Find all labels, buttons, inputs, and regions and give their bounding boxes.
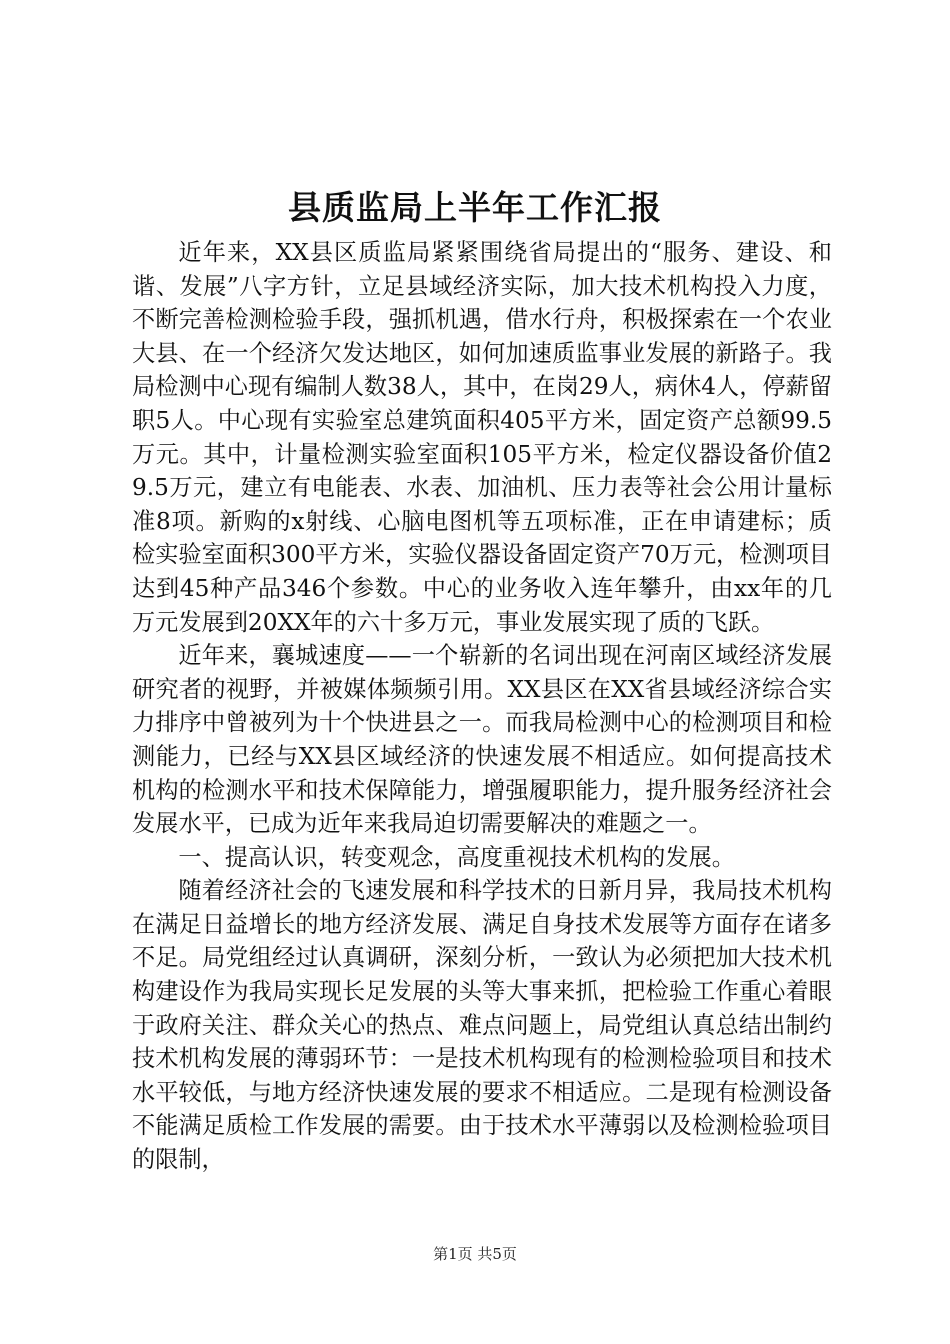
section-heading-1: 一、提高认识，转变观念，高度重视技术机构的发展。 [178,843,735,871]
paragraph-1: 近年来，XX县区质监局紧紧围绕省局提出的“服务、建设、和谐、发展”八字方针，立足县域经济实际，加大技术机构投入力度，不断完善检测检验手段，强抓机遇，借水行舟，积极探索在一个农业大县、在一个经济欠发达地区，如何加速质监事业发展的新路子。我局检测中心现有编制人数38人，其中，在岗29人，病休4人，停薪留职5人。中心现有实验室总建筑面积405平方米，固定资产总额99.5万元。其中，计量检测实验室面积105平方米，检定仪器设备价值29.5万元，建立有电能表、水表、加油机、压力表等社会公用计量标准8项。新购的x射线、心脑电图机等五项标准，正在申请建标；质检实验室面积300平方米，实验仪器设备固定资产70万元，检测项目达到45种产品346个参数。中心的业务收入连年攀升，由xx年的几万元发展到20XX年的六十多万元，事业发展实现了质的飞跃。 [132,239,832,636]
paragraph-2: 近年来，襄城速度——一个崭新的名词出现在河南区域经济发展研究者的视野，并被媒体频频引用。XX县区在XX省县域经济综合实力排序中曾被列为十个快进县之一。而我局检测中心的检测项目和检测能力，已经与XX县区域经济的快速发展不相适应。如何提高技术机构的检测水平和技术保障能力，增强履职能力，提升服务经济社会发展水平，已成为近年来我局迫切需要解决的难题之一。 [132,642,832,838]
page-number-footer: 第1页 共5页 [433,1245,517,1263]
document-body [132,236,832,1177]
paragraph-3: 随着经济社会的飞速发展和科学技术的日新月异，我局技术机构在满足日益增长的地方经济发展、满足自身技术发展等方面存在诸多不足。局党组经过认真调研，深刻分析，一致认为必须把加大技术机构建设作为我局实现长足发展的头等大事来抓，把检验工作重心着眼于政府关注、群众关心的热点、难点问题上，局党组认真总结出制约技术机构发展的薄弱环节：一是技术机构现有的检测检验项目和技术水平较低，与地方经济快速发展的要求不相适应。二是现有检测设备不能满足质检工作发展的需要。由于技术水平薄弱以及检测检验项目的限制， [132,877,832,1174]
document-title: 县质监局上半年工作汇报 [288,188,662,227]
